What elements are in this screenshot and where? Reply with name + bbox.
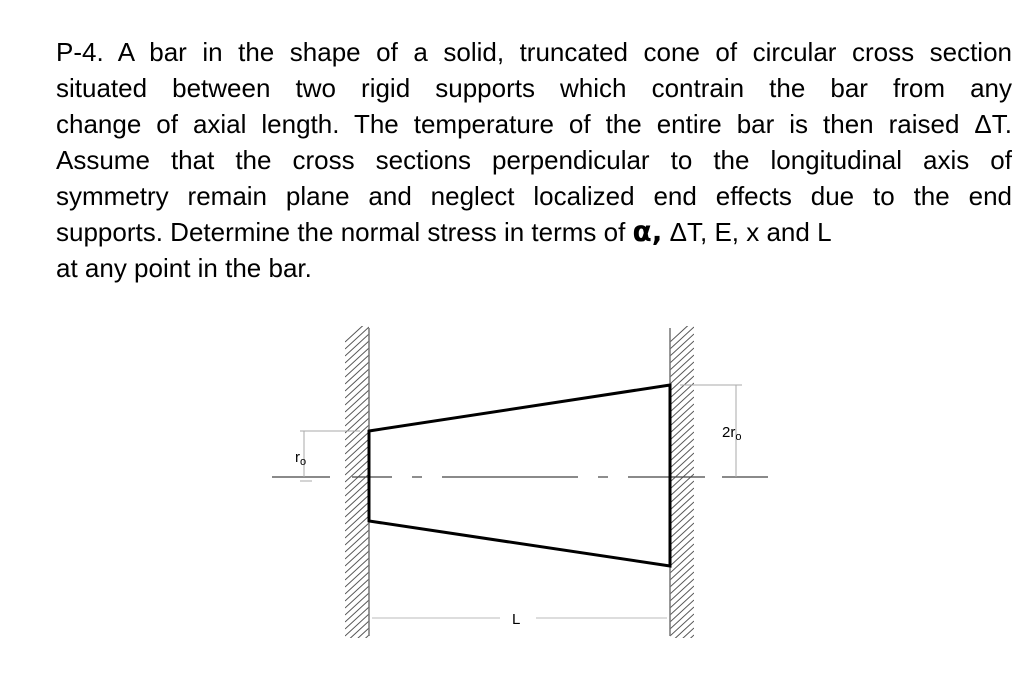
problem-line-5: symmetry remain plane and neglect localized end effects due to the end: [56, 181, 1012, 211]
problem-line-1: P-4. A bar in the shape of a solid, truncated cone of circular cross section: [56, 37, 1012, 67]
left-rigid-support: [345, 320, 369, 678]
problem-id: P-4.: [56, 37, 104, 67]
problem-line-2: situated between two rigid supports which contrain the bar from any: [56, 73, 1012, 103]
problem-line-4: Assume that the cross sections perpendicular to the longitudinal axis of: [56, 145, 1012, 175]
alpha-symbol: α,: [632, 215, 663, 248]
problem-line-7: at any point in the bar.: [56, 253, 312, 283]
problem-line-6: supports. Determine the normal stress in terms of α, ΔT, E, x and L: [56, 215, 832, 248]
left-radius-label: $r_o$: [295, 449, 307, 468]
length-label: L: [512, 611, 521, 628]
right-rigid-support: [670, 320, 694, 678]
truncated-cone-bar: [369, 385, 670, 566]
right-radius-label: $2r_o$: [722, 424, 742, 443]
problem-line-3: change of axial length. The temperature of the entire bar is then raised ΔT.: [56, 109, 1012, 139]
